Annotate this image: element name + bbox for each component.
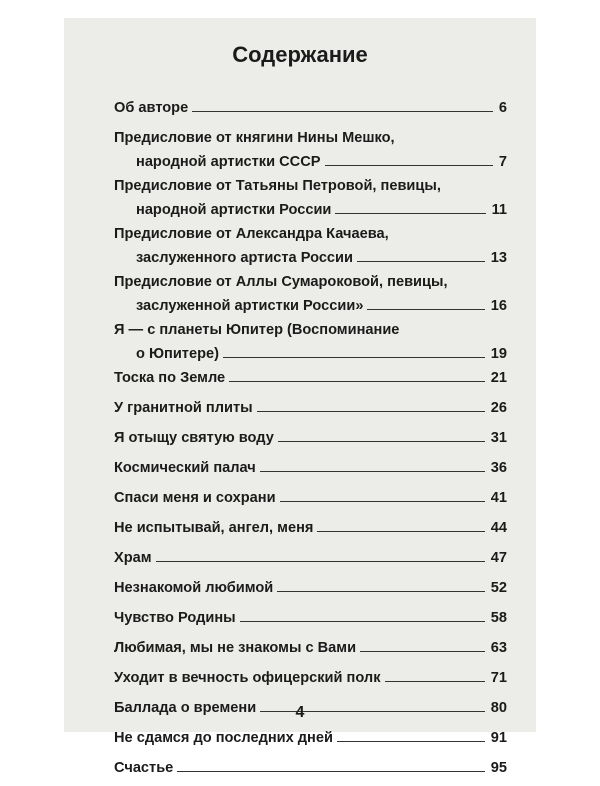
toc-entry-title: Уходит в вечность офицерский полк (114, 670, 381, 686)
toc-page-number: 19 (490, 346, 507, 362)
toc-entry-title-line: Предисловие от Аллы Сумароковой, певицы, (114, 274, 448, 290)
toc-leader-line (360, 651, 485, 652)
toc-leader-line (280, 501, 485, 502)
toc-entry (114, 456, 507, 486)
toc-entry (114, 96, 507, 126)
toc-page-number: 71 (490, 670, 507, 686)
toc-entry-title-line: Я — с планеты Юпитер (Воспоминание (114, 322, 400, 338)
toc-page-number: 95 (490, 760, 507, 776)
toc-entry (114, 576, 507, 606)
toc-entry (114, 366, 507, 396)
page-title: Содержание (232, 42, 368, 67)
toc-entry-title: заслуженного артиста России (136, 250, 353, 266)
toc-entry (114, 126, 507, 174)
toc-page-number: 26 (490, 400, 507, 416)
toc-leader-line (257, 411, 485, 412)
toc-page-number: 11 (491, 202, 507, 218)
toc-page-number: 52 (490, 580, 507, 596)
toc-entry-title: Тоска по Земле (114, 370, 226, 386)
toc-leader-line (156, 561, 485, 562)
toc-entry-title: народной артистки СССР (136, 154, 321, 170)
toc-entry (114, 426, 507, 456)
toc-leader-line (317, 531, 484, 532)
toc-leader-line (367, 309, 484, 310)
toc-entry-title: заслуженной артистки России» (136, 298, 364, 314)
toc-entry (114, 546, 507, 576)
toc-entry (114, 318, 507, 366)
toc-entry-title: Спаси меня и сохрани (114, 490, 276, 506)
toc-page-number: 6 (498, 100, 507, 116)
toc-entry-title: Об авторе (114, 100, 189, 116)
toc-entry-title: Баллада о времени (114, 700, 257, 716)
toc-entry-title: Я отыщу святую воду (114, 430, 274, 446)
toc-entry (114, 756, 507, 786)
toc-entry-title: Счастье (114, 760, 174, 776)
toc-leader-line (240, 621, 485, 622)
toc-entry-title: Храм (114, 550, 152, 566)
toc-entry-title: У гранитной плиты (114, 400, 253, 416)
toc-page-number: 16 (490, 298, 507, 314)
toc-leader-line (385, 681, 485, 682)
toc-entry (114, 666, 507, 696)
toc-entry-title: Любимая, мы не знакомы с Вами (114, 640, 357, 656)
toc-leader-line (278, 441, 485, 442)
toc-leader-line (337, 741, 485, 742)
toc-entry-title: народной артистки России (136, 202, 332, 218)
toc-page-number: 44 (490, 520, 507, 536)
toc-page-number: 80 (490, 700, 507, 716)
toc-leader-line (335, 213, 485, 214)
book-page (64, 18, 536, 776)
toc-entry-title: Чувство Родины (114, 610, 236, 626)
toc-entry (114, 222, 507, 270)
toc-page-number: 58 (490, 610, 507, 626)
toc-entry (114, 636, 507, 666)
toc-entry-title: Незнакомой любимой (114, 580, 274, 596)
toc-leader-line (325, 165, 493, 166)
toc-entry (114, 726, 507, 756)
toc-entry-title: Не сдамся до последних дней (114, 730, 333, 746)
toc-page-number: 7 (498, 154, 507, 170)
toc-entry (114, 396, 507, 426)
toc-entry-title-line: Предисловие от княгини Нины Мешко, (114, 130, 395, 146)
toc-page-number: 21 (490, 370, 507, 386)
toc-entry-title-line: Предисловие от Татьяны Петровой, певицы, (114, 178, 441, 194)
toc-leader-line (260, 471, 485, 472)
toc-entry (114, 270, 507, 318)
toc-entry-title: Не испытывай, ангел, меня (114, 520, 314, 536)
toc-page-number: 47 (490, 550, 507, 566)
toc-leader-line (192, 111, 493, 112)
toc-leader-line (357, 261, 485, 262)
toc-page-number: 41 (490, 490, 507, 506)
page-number: 4 (295, 704, 305, 721)
toc-entry (114, 486, 507, 516)
table-of-contents (114, 96, 507, 786)
toc-leader-line (277, 591, 485, 592)
toc-entry-title-line: Предисловие от Александра Качаева, (114, 226, 389, 242)
toc-leader-line (223, 357, 485, 358)
toc-entry (114, 174, 507, 222)
toc-entry (114, 606, 507, 636)
toc-page-number: 91 (490, 730, 507, 746)
toc-page-number: 63 (490, 640, 507, 656)
toc-entry-title: Космический палач (114, 460, 256, 476)
toc-leader-line (229, 381, 485, 382)
toc-entry-title: о Юпитере) (136, 346, 219, 362)
toc-leader-line (177, 771, 484, 772)
toc-page-number: 31 (490, 430, 507, 446)
toc-page-number: 13 (490, 250, 507, 266)
toc-page-number: 36 (490, 460, 507, 476)
toc-entry (114, 516, 507, 546)
